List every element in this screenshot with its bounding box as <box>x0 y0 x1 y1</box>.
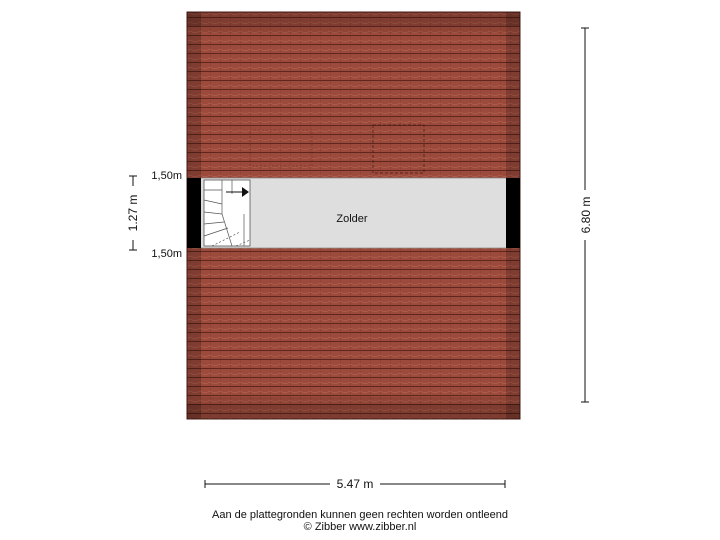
room-label: Zolder <box>336 213 368 225</box>
footer-disclaimer: Aan de plattegronden kunnen geen rechten worden ontleend <box>211 509 508 521</box>
opening-dimension <box>126 176 140 250</box>
footer-copyright: © Zibber www.zibber.nl <box>303 521 417 533</box>
wall-left <box>187 178 201 248</box>
roof-edge-bottom <box>187 404 520 419</box>
wall-right <box>506 178 520 248</box>
width-dimension-label: 5.47 m <box>336 477 374 491</box>
height-label-top: 1,50m <box>151 170 182 182</box>
roof-edge-top <box>187 12 520 26</box>
opening-dimension-label: 1.27 m <box>126 194 140 232</box>
roof-inner-band-bottom <box>201 397 506 404</box>
height-dimension <box>579 28 593 402</box>
width-dimension <box>205 477 505 491</box>
roof-inner-band-top <box>201 26 506 33</box>
height-dimension-label: 6.80 m <box>579 196 593 234</box>
staircase <box>204 180 250 246</box>
height-label-bottom: 1,50m <box>151 248 182 260</box>
